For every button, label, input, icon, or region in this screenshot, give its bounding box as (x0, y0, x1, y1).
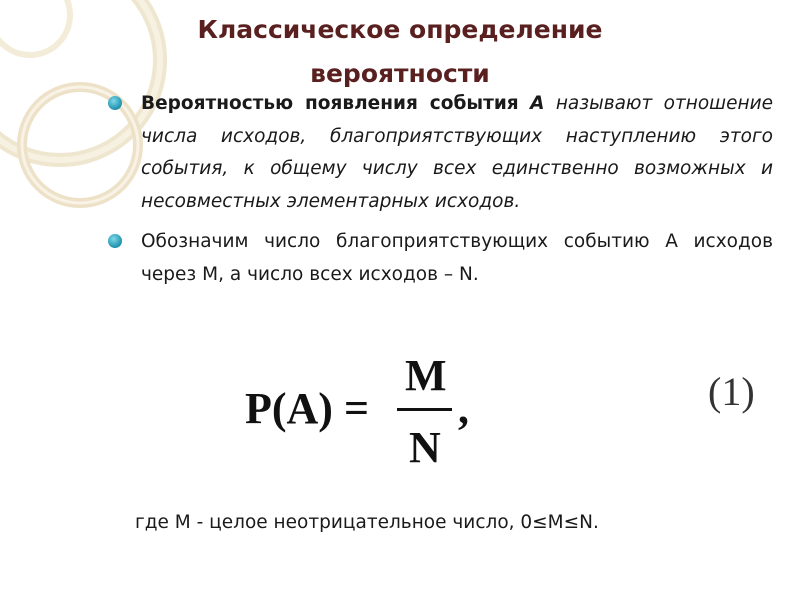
formula-numerator: M (405, 351, 447, 400)
bullet-definition (108, 88, 773, 218)
formula-comma: , (458, 384, 469, 433)
formula-denominator: N (409, 423, 441, 472)
notation-text: Обозначим число благоприятствующих событию А исходов через М, а число всех исходов – N. (141, 231, 773, 285)
formula-lhs: P(A) = (245, 384, 370, 433)
definition-bold: Вероятностью появления события (141, 93, 519, 114)
fraction-bar (397, 408, 452, 411)
bullet-icon (108, 96, 122, 110)
definition-text (141, 88, 773, 218)
title-line-2: вероятности (310, 59, 490, 88)
event-letter: А (530, 93, 545, 114)
page-title (150, 8, 650, 96)
formula-note: где М - целое неотрицательное число, 0≤M≤N. (135, 512, 599, 533)
bullet-icon (108, 234, 122, 248)
bullet-list (108, 88, 773, 291)
bullet-notation (108, 226, 773, 291)
formula-number: (1) (708, 369, 755, 414)
definition-italic: называют отношение числа исходов, благоприятствующих наступлению этого события, к общему числу всех единственно возможных и несовместных элементарных исходов. (141, 93, 773, 212)
title-line-1: Классическое определение (197, 15, 603, 44)
